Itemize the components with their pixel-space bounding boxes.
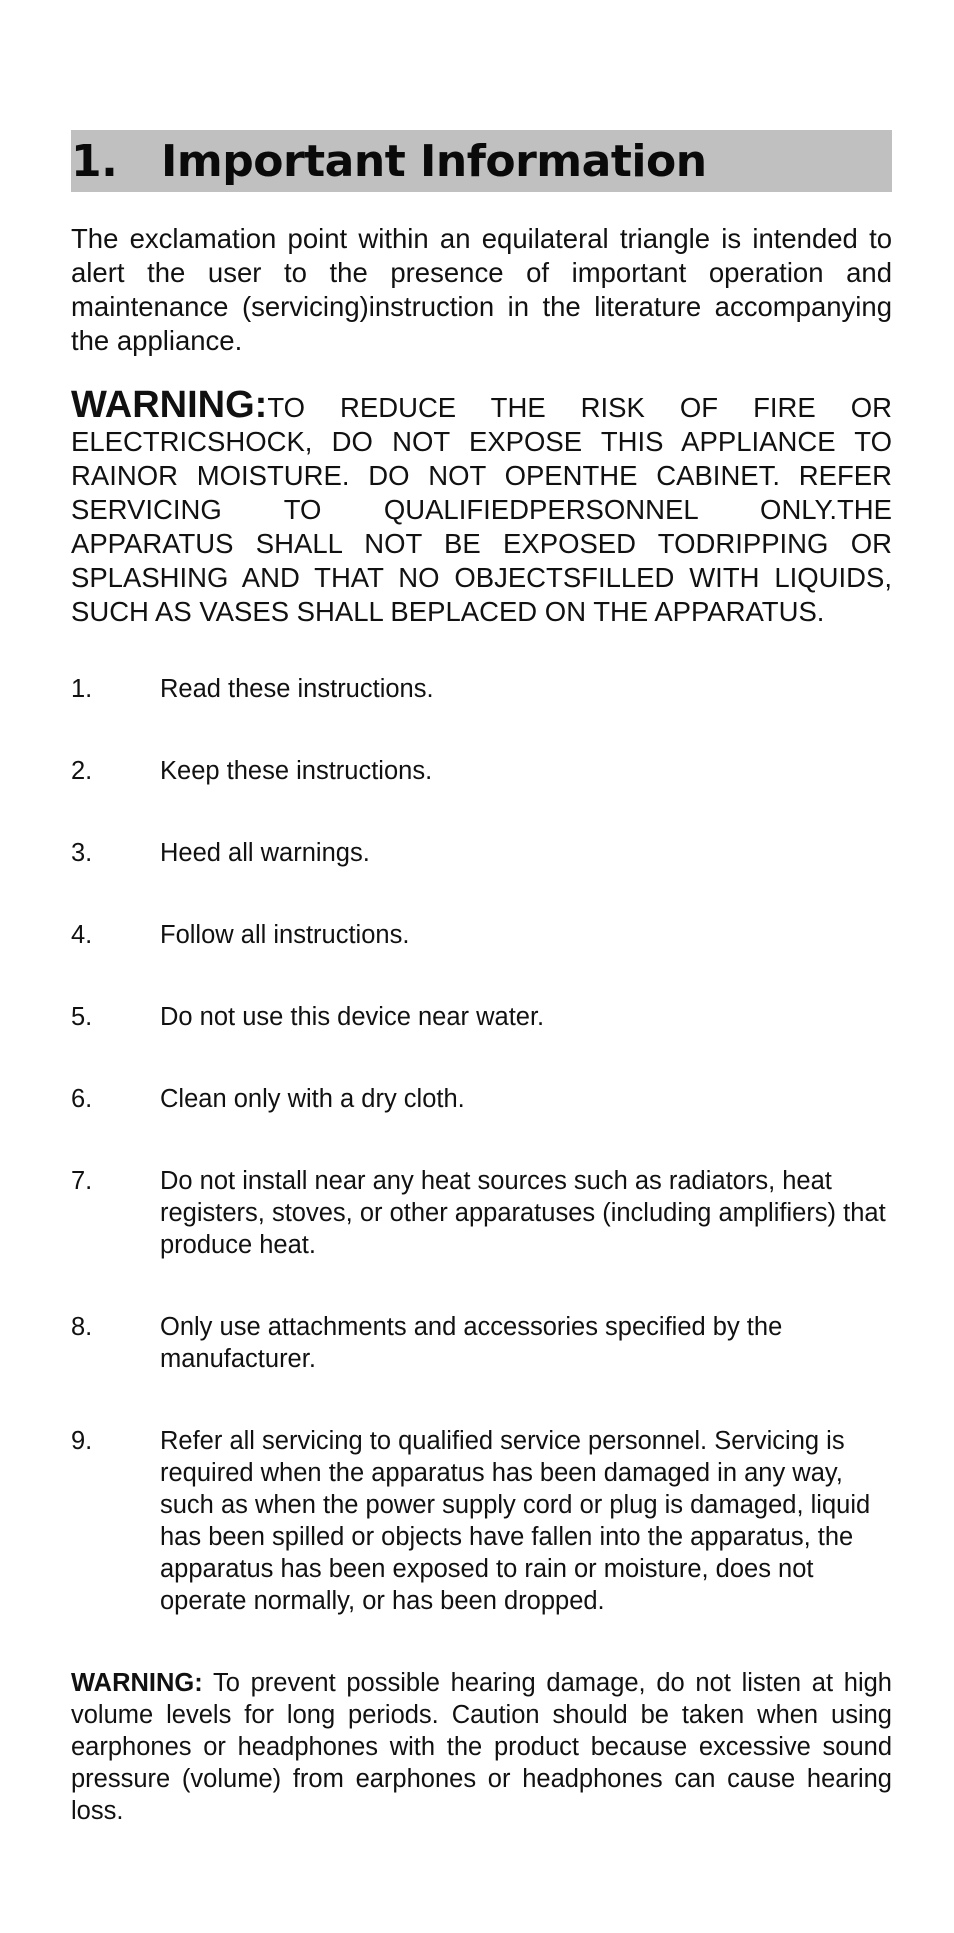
section-heading (71, 130, 892, 192)
list-item-text: Read these instructions. (160, 675, 434, 703)
list-item-number: 8. (71, 1313, 93, 1341)
list-item (71, 1083, 892, 1115)
list-item (71, 1425, 892, 1617)
list-item (71, 755, 892, 787)
intro-paragraph: The exclamation point within an equilateral triangle is intended to alert the user to the presence of important operation and maintenance (servicing)instruction in the literature accompanying the appliance. (71, 223, 892, 356)
list-item (71, 837, 892, 869)
list-item-number: 5. (71, 1003, 93, 1031)
document-page (71, 130, 892, 1853)
list-item-number: 9. (71, 1427, 93, 1455)
list-item (71, 1311, 892, 1375)
hearing-warning-label: WARNING: (71, 1669, 203, 1697)
list-item-number: 7. (71, 1167, 93, 1195)
list-item-text: Do not install near any heat sources such as radiators, heat registers, stoves, or other apparatuses (including amplifiers) that produce heat. (160, 1167, 886, 1259)
list-item (71, 673, 892, 705)
list-item-text: Heed all warnings. (160, 839, 370, 867)
list-item-number: 4. (71, 921, 93, 949)
main-warning-text: TO REDUCE THE RISK OF FIRE OR ELECTRICSHOCK, DO NOT EXPOSE THIS APPLIANCE TO RAINOR MOISTURE. DO NOT OPENTHE CABINET. REFER SERVICING TO QUALIFIEDPERSONNEL ONLY.THE APPARATUS SHALL NOT BE EXPOSED TODRIPPING OR SPLASHING AND THAT NO OBJECTSFILLED WITH LIQUIDS, SUCH AS VASES SHALL BEPLACED ON THE APPARATUS. (71, 392, 892, 627)
list-item-number: 3. (71, 839, 93, 867)
main-warning-label: WARNING: (71, 384, 268, 426)
list-item-text: Do not use this device near water. (160, 1003, 545, 1031)
hearing-warning (71, 1667, 892, 1827)
section-title: Important Information (161, 135, 707, 187)
main-warning (71, 384, 892, 629)
list-item-text: Keep these instructions. (160, 757, 433, 785)
list-item (71, 1001, 892, 1033)
list-item-text: Follow all instructions. (160, 921, 410, 949)
list-item (71, 1165, 892, 1261)
list-item-text: Refer all servicing to qualified service personnel. Servicing is required when the apparatus has been damaged in any way, such as when the power supply cord or plug is damaged, liquid has been spilled or objects have fallen into the apparatus, the apparatus has been exposed to rain or moisture, does not operate normally, or has been dropped. (160, 1427, 871, 1615)
list-item-number: 6. (71, 1085, 93, 1113)
list-item-number: 2. (71, 757, 93, 785)
list-item (71, 919, 892, 951)
instruction-list (71, 673, 892, 1617)
hearing-warning-text: To prevent possible hearing damage, do not listen at high volume levels for long periods. Caution should be taken when using earphones or headphones with the product because excessive sound pressure (volume) from earphones or headphones can cause hearing loss. (71, 1669, 892, 1825)
section-number: 1. (71, 135, 118, 187)
list-item-number: 1. (71, 675, 93, 703)
list-item-text: Clean only with a dry cloth. (160, 1085, 465, 1113)
list-item-text: Only use attachments and accessories specified by the manufacturer. (160, 1313, 783, 1373)
